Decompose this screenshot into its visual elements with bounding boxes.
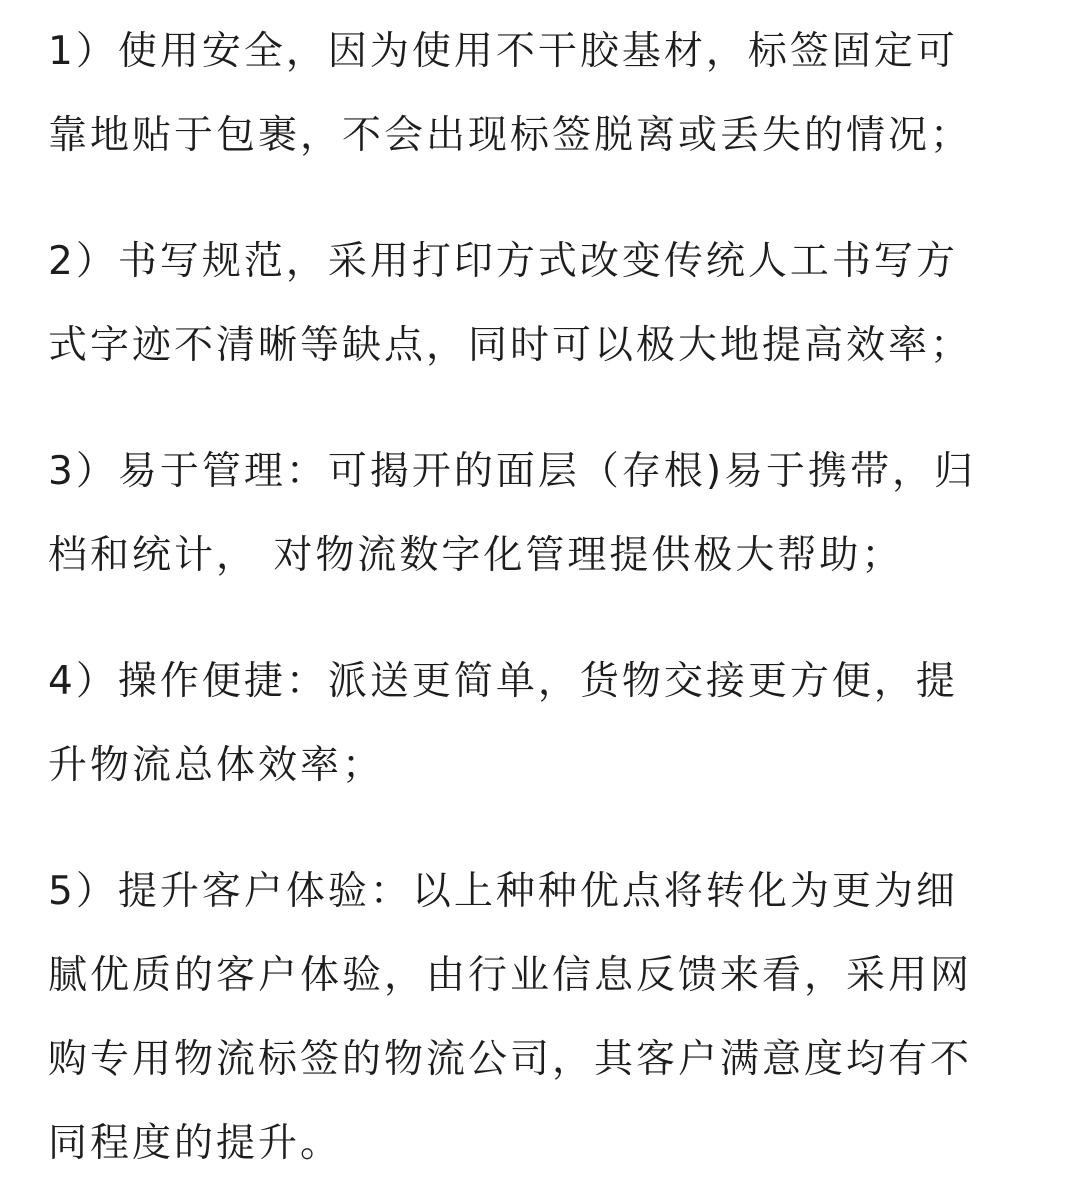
paragraph-line: 档和统计， 对物流数字化管理提供极大帮助；	[48, 533, 904, 578]
paragraph-item-5	[48, 850, 1048, 1186]
paragraph-item-1	[48, 10, 1048, 178]
paragraph-spacer	[48, 388, 1048, 430]
paragraph-item-2	[48, 220, 1048, 388]
paragraph-line: 同程度的提升。	[48, 1121, 343, 1166]
document-body	[48, 10, 1048, 1186]
paragraph-line: 购专用物流标签的物流公司，其客户满意度均有不	[48, 1037, 973, 1082]
paragraph-line: 式字迹不清晰等缺点，同时可以极大地提高效率；	[48, 323, 973, 368]
paragraph-line: 4）操作便捷：派送更简单，货物交接更方便，提	[48, 659, 958, 704]
paragraph-line: 靠地贴于包裹，不会出现标签脱离或丢失的情况；	[48, 113, 973, 158]
paragraph-line: 1）使用安全，因为使用不干胶基材，标签固定可	[48, 29, 958, 74]
paragraph-spacer	[48, 808, 1048, 850]
paragraph-line: 5）提升客户体验：以上种种优点将转化为更为细	[48, 869, 958, 914]
paragraph-line: 腻优质的客户体验，由行业信息反馈来看，采用网	[48, 953, 973, 998]
paragraph-line: 3）易于管理：可揭开的面层（存根)易于携带，归	[48, 449, 977, 494]
paragraph-line: 2）书写规范，采用打印方式改变传统人工书写方	[48, 239, 958, 284]
paragraph-spacer	[48, 178, 1048, 220]
paragraph-line: 升物流总体效率；	[48, 743, 385, 788]
paragraph-item-4	[48, 640, 1048, 808]
paragraph-spacer	[48, 598, 1048, 640]
paragraph-item-3	[48, 430, 1048, 598]
